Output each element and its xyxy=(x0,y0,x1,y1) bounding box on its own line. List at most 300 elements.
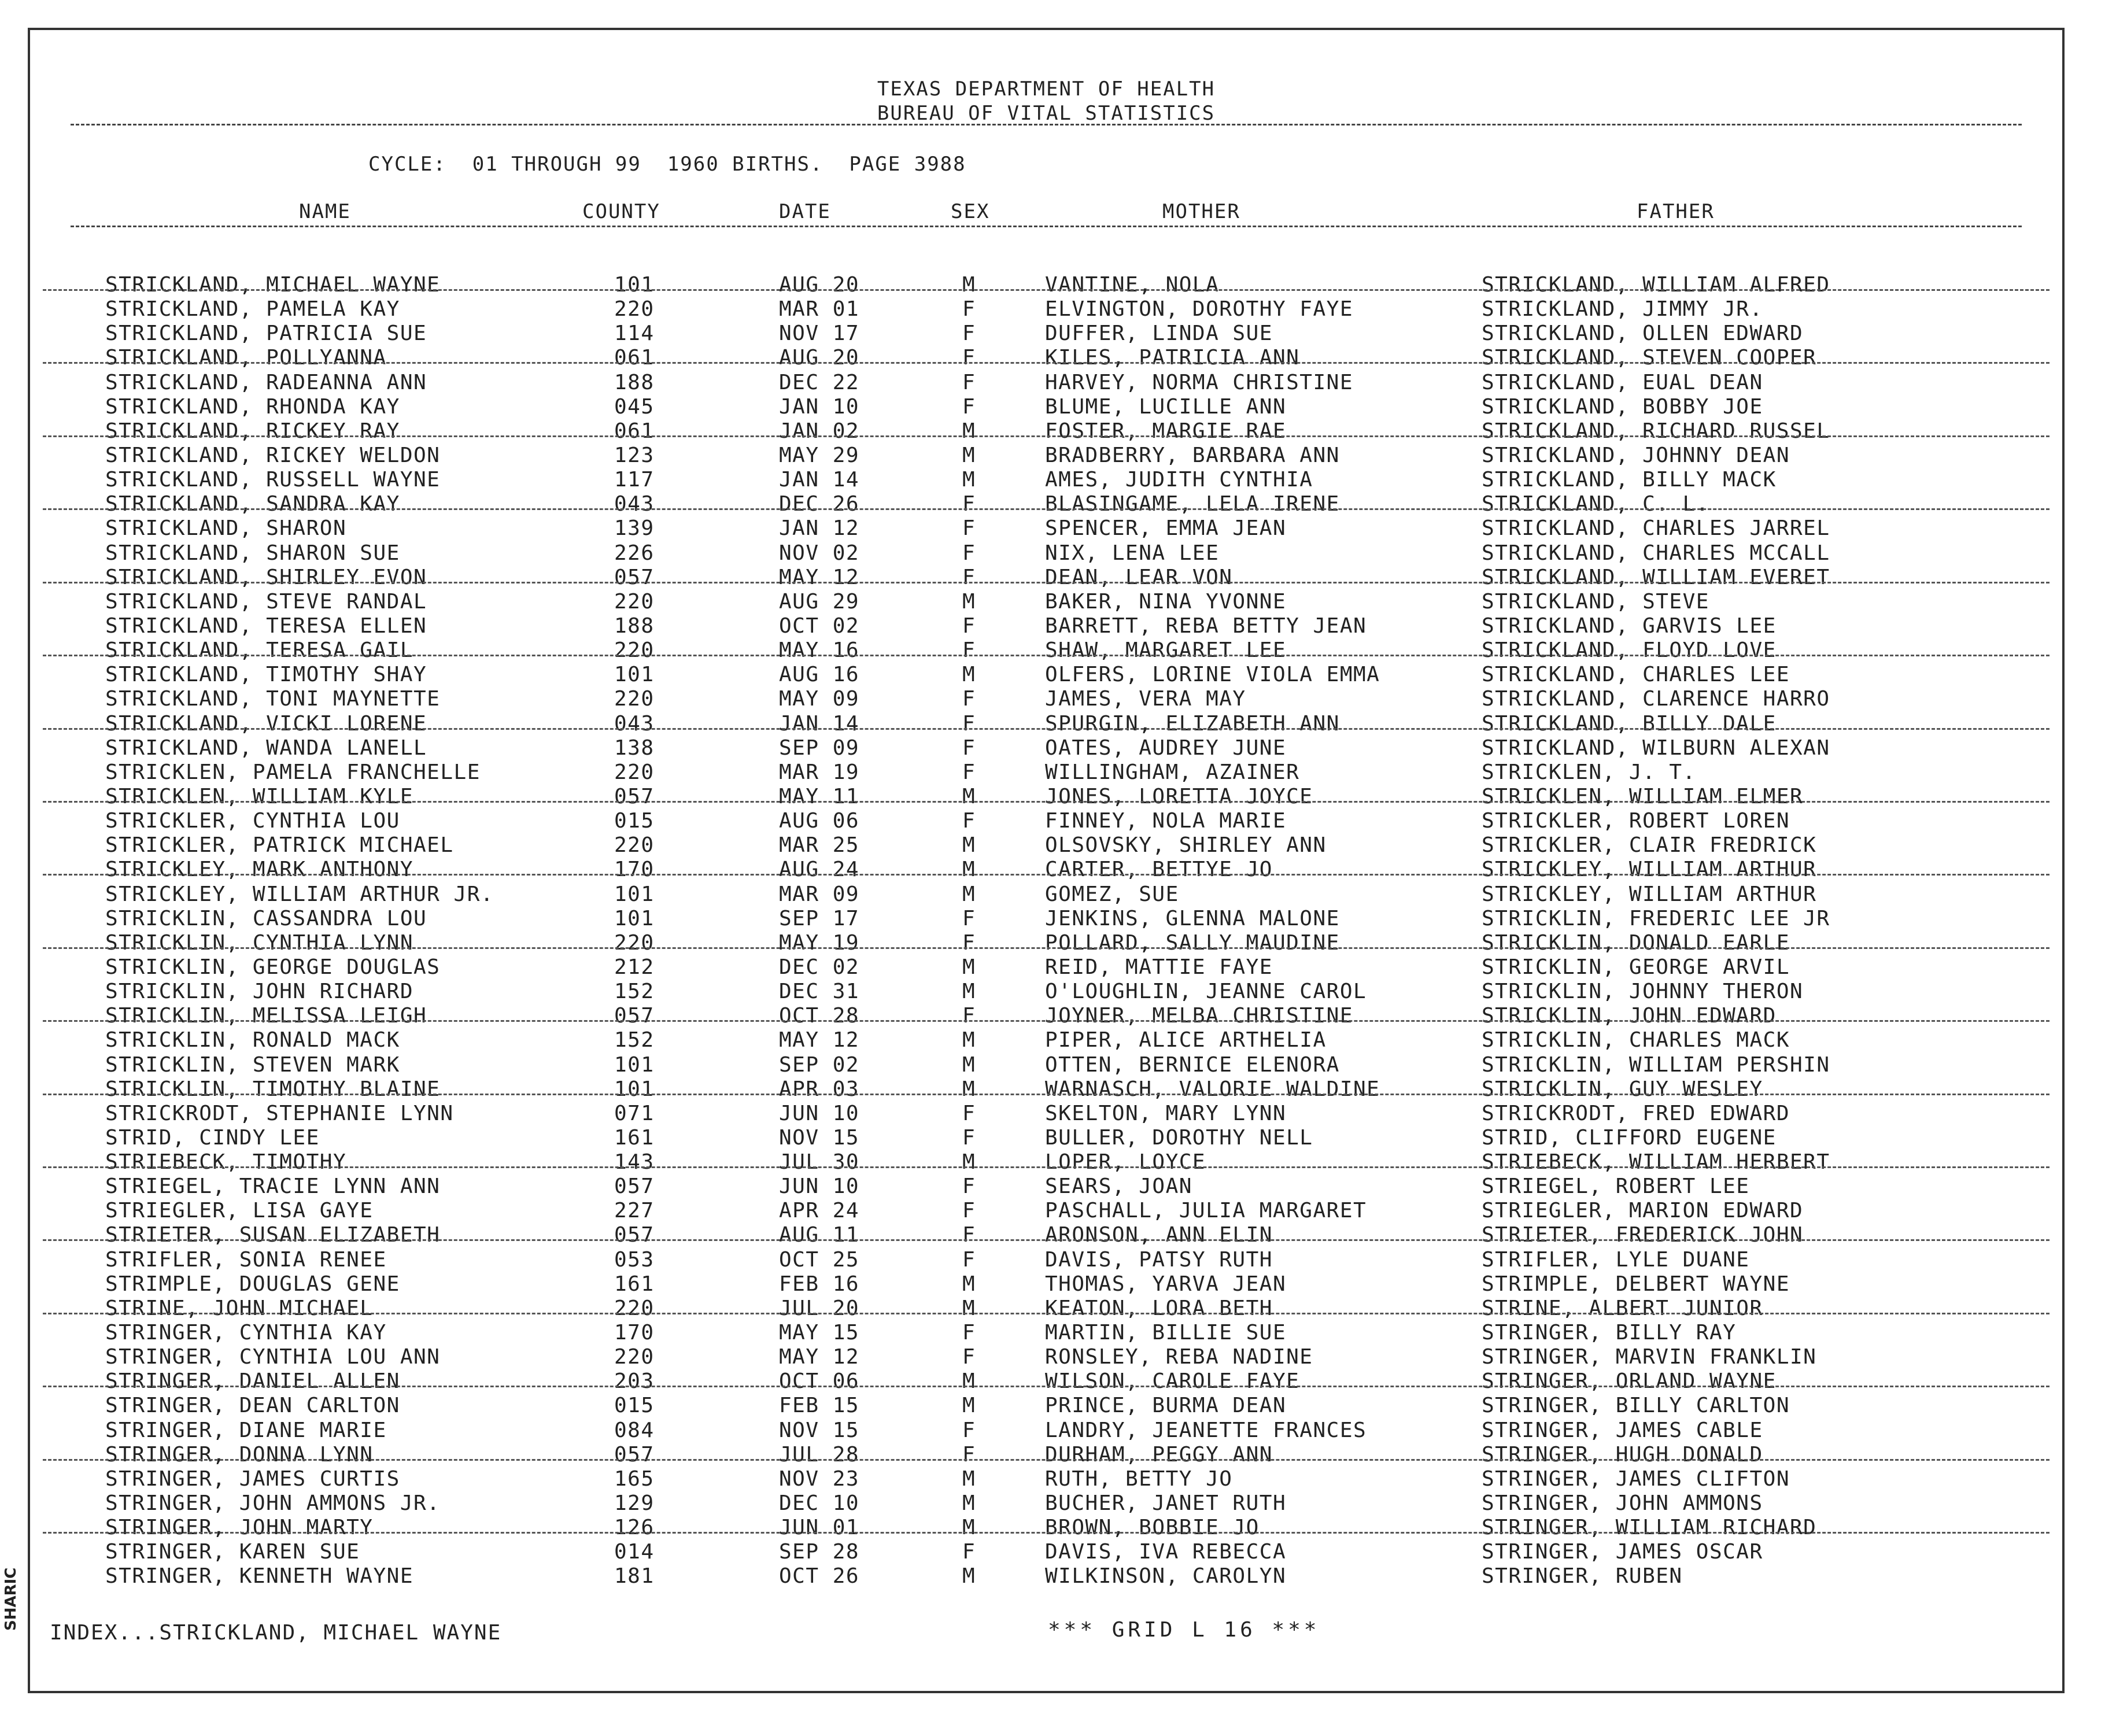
cell-sex: F xyxy=(962,541,976,565)
cell-date: SEP 09 xyxy=(779,736,860,760)
table-row xyxy=(30,346,2062,370)
cell-father: STRIEGLER, MARION EDWARD xyxy=(1482,1199,1804,1223)
cell-father: STRIEGEL, ROBERT LEE xyxy=(1482,1174,1750,1199)
cell-date: APR 03 xyxy=(779,1077,860,1101)
cell-county: 061 xyxy=(614,419,655,443)
cell-father: STRICKLIN, JOHNNY THERON xyxy=(1482,980,1804,1004)
table-row xyxy=(30,663,2062,687)
cell-sex: M xyxy=(962,980,976,1004)
cell-date: JAN 02 xyxy=(779,419,860,443)
header-subtitle: BUREAU OF VITAL STATISTICS xyxy=(877,102,1216,125)
cell-name: STRICKLIN, RONALD MACK xyxy=(105,1028,400,1052)
cell-name: STRICKLAND, RICKEY RAY xyxy=(105,419,400,443)
table-row xyxy=(30,516,2062,541)
table-row xyxy=(30,1321,2062,1345)
cell-county: 139 xyxy=(614,516,655,541)
cell-date: DEC 31 xyxy=(779,980,860,1004)
cell-date: DEC 10 xyxy=(779,1491,860,1516)
cell-sex: F xyxy=(962,1540,976,1564)
cell-mother: KEATON, LORA BETH xyxy=(1045,1296,1273,1320)
cell-father: STRICKLAND, WILLIAM ALFRED xyxy=(1482,273,1830,297)
cell-name: STRICKLIN, TIMOTHY BLAINE xyxy=(105,1077,441,1101)
cell-name: STRIEGLER, LISA GAYE xyxy=(105,1199,374,1223)
cell-father: STRICKRODT, FRED EDWARD xyxy=(1482,1101,1790,1125)
table-row xyxy=(30,833,2062,858)
cell-sex: M xyxy=(962,589,976,614)
cell-father: STRINGER, HUGH DONALD xyxy=(1482,1442,1763,1467)
cell-mother: O'LOUGHLIN, JEANNE CAROL xyxy=(1045,980,1367,1004)
cell-county: 114 xyxy=(614,322,655,346)
cell-county: 043 xyxy=(614,711,655,736)
cell-name: STRICKLER, PATRICK MICHAEL xyxy=(105,833,454,858)
cell-father: STRINGER, ORLAND WAYNE xyxy=(1482,1369,1777,1394)
cell-sex: M xyxy=(962,1028,976,1052)
cell-name: STRICKLIN, STEVEN MARK xyxy=(105,1052,400,1077)
cell-sex: M xyxy=(962,784,976,808)
cell-date: NOV 15 xyxy=(779,1125,860,1150)
cell-date: AUG 29 xyxy=(779,589,860,614)
cell-name: STRINGER, JOHN AMMONS JR. xyxy=(105,1491,441,1516)
cell-mother: WILLINGHAM, AZAINER xyxy=(1045,760,1300,784)
table-row xyxy=(30,1540,2062,1564)
cell-mother: JONES, LORETTA JOYCE xyxy=(1045,784,1313,808)
cell-name: STRICKLEN, WILLIAM KYLE xyxy=(105,784,413,808)
cell-mother: THOMAS, YARVA JEAN xyxy=(1045,1272,1287,1296)
cell-sex: F xyxy=(962,1247,976,1272)
cell-county: 161 xyxy=(614,1272,655,1296)
table-row xyxy=(30,1297,2062,1321)
cell-sex: M xyxy=(962,663,976,687)
cell-father: STRICKLAND, BILLY MACK xyxy=(1482,468,1777,492)
cell-date: AUG 20 xyxy=(779,346,860,370)
cell-sex: F xyxy=(962,322,976,346)
cell-name: STRIEGEL, TRACIE LYNN ANN xyxy=(105,1174,441,1199)
cell-mother: PRINCE, BURMA DEAN xyxy=(1045,1394,1287,1418)
cell-date: MAY 15 xyxy=(779,1321,860,1345)
cell-sex: F xyxy=(962,1442,976,1467)
cell-county: 117 xyxy=(614,468,655,492)
table-row xyxy=(30,1126,2062,1150)
cell-sex: M xyxy=(962,1369,976,1394)
cell-sex: F xyxy=(962,736,976,760)
cell-date: AUG 06 xyxy=(779,809,860,833)
column-header-sex: SEX xyxy=(951,200,990,223)
cell-county: 014 xyxy=(614,1540,655,1564)
cell-mother: REID, MATTIE FAYE xyxy=(1045,955,1273,979)
cell-name: STRICKLAND, SHARON xyxy=(105,516,347,541)
cell-mother: CARTER, BETTYE JO xyxy=(1045,858,1273,882)
cell-county: 227 xyxy=(614,1199,655,1223)
cell-date: MAY 29 xyxy=(779,443,860,467)
table-row xyxy=(30,1419,2062,1443)
cell-name: STRINGER, DIANE MARIE xyxy=(105,1418,387,1442)
column-header-date: DATE xyxy=(779,200,831,223)
cell-county: 057 xyxy=(614,1174,655,1199)
cell-name: STRINE, JOHN MICHAEL xyxy=(105,1296,374,1320)
cell-mother: KILES, PATRICIA ANN xyxy=(1045,346,1300,370)
cell-county: 126 xyxy=(614,1516,655,1540)
cell-date: AUG 20 xyxy=(779,273,860,297)
cell-mother: LOPER, LOYCE xyxy=(1045,1150,1206,1174)
cell-date: NOV 15 xyxy=(779,1418,860,1442)
table-row xyxy=(30,638,2062,663)
cell-mother: OLFERS, LORINE VIOLA EMMA xyxy=(1045,663,1380,687)
column-header-father: FATHER xyxy=(1637,200,1715,223)
cell-sex: M xyxy=(962,1394,976,1418)
cell-sex: M xyxy=(962,419,976,443)
cell-father: STRICKLAND, BILLY DALE xyxy=(1482,711,1777,736)
cell-name: STRICKLEN, PAMELA FRANCHELLE xyxy=(105,760,481,784)
cell-father: STRICKLAND, WILBURN ALEXAN xyxy=(1482,736,1830,760)
cell-county: 212 xyxy=(614,955,655,979)
cell-county: 057 xyxy=(614,1004,655,1028)
cell-sex: F xyxy=(962,346,976,370)
cell-name: STRICKLIN, GEORGE DOUGLAS xyxy=(105,955,441,979)
cell-sex: F xyxy=(962,370,976,394)
cell-date: SEP 17 xyxy=(779,906,860,930)
cell-name: STRINGER, JAMES CURTIS xyxy=(105,1467,400,1491)
cell-date: MAY 09 xyxy=(779,687,860,711)
table-row xyxy=(30,1102,2062,1126)
cell-county: 061 xyxy=(614,346,655,370)
cell-date: SEP 02 xyxy=(779,1052,860,1077)
cell-county: 015 xyxy=(614,1394,655,1418)
cell-county: 138 xyxy=(614,736,655,760)
cell-county: 101 xyxy=(614,273,655,297)
cell-date: JUL 30 xyxy=(779,1150,860,1174)
cell-date: NOV 02 xyxy=(779,541,860,565)
cell-sex: F xyxy=(962,930,976,955)
cell-father: STRICKLEY, WILLIAM ARTHUR xyxy=(1482,882,1817,906)
cell-date: MAY 19 xyxy=(779,930,860,955)
cell-date: MAY 16 xyxy=(779,638,860,663)
cell-mother: SEARS, JOAN xyxy=(1045,1174,1192,1199)
cell-date: MAR 25 xyxy=(779,833,860,858)
cell-mother: SPENCER, EMMA JEAN xyxy=(1045,516,1287,541)
cell-mother: BROWN, BOBBIE JO xyxy=(1045,1516,1260,1540)
header-title: TEXAS DEPARTMENT OF HEALTH xyxy=(877,77,1216,101)
cell-father: STRIETER, FREDERICK JOHN xyxy=(1482,1223,1804,1247)
cell-father: STRICKLIN, WILLIAM PERSHIN xyxy=(1482,1052,1830,1077)
cell-mother: LANDRY, JEANETTE FRANCES xyxy=(1045,1418,1367,1442)
column-header-mother: MOTHER xyxy=(1162,200,1240,223)
cell-mother: BUCHER, JANET RUTH xyxy=(1045,1491,1287,1516)
table-row xyxy=(30,492,2062,516)
cell-mother: HARVEY, NORMA CHRISTINE xyxy=(1045,370,1353,394)
cell-mother: RUTH, BETTY JO xyxy=(1045,1467,1233,1491)
cell-county: 220 xyxy=(614,589,655,614)
cell-county: 181 xyxy=(614,1564,655,1589)
cell-county: 203 xyxy=(614,1369,655,1394)
cell-father: STRINGER, JAMES CLIFTON xyxy=(1482,1467,1790,1491)
cell-sex: M xyxy=(962,1150,976,1174)
cell-mother: DEAN, LEAR VON xyxy=(1045,565,1233,589)
cell-county: 152 xyxy=(614,1028,655,1052)
cell-name: STRINGER, CYNTHIA LOU ANN xyxy=(105,1345,441,1369)
cell-name: STRICKLEY, WILLIAM ARTHUR JR. xyxy=(105,882,494,906)
cell-sex: F xyxy=(962,638,976,663)
cell-date: AUG 16 xyxy=(779,663,860,687)
table-row xyxy=(30,1516,2062,1540)
cell-mother: WARNASCH, VALORIE WALDINE xyxy=(1045,1077,1380,1101)
cell-date: MAR 19 xyxy=(779,760,860,784)
cell-county: 043 xyxy=(614,492,655,516)
cell-name: STRICKLAND, SHARON SUE xyxy=(105,541,400,565)
cell-name: STRICKLAND, WANDA LANELL xyxy=(105,736,427,760)
cell-father: STRICKLAND, OLLEN EDWARD xyxy=(1482,322,1804,346)
table-row xyxy=(30,931,2062,955)
cell-name: STRICKLAND, SHIRLEY EVON xyxy=(105,565,427,589)
cell-mother: ARONSON, ANN ELIN xyxy=(1045,1223,1273,1247)
cell-date: JUL 28 xyxy=(779,1442,860,1467)
cell-county: 045 xyxy=(614,394,655,419)
cell-father: STRINGER, BILLY CARLTON xyxy=(1482,1394,1790,1418)
cell-name: STRICKLAND, RADEANNA ANN xyxy=(105,370,427,394)
cell-county: 165 xyxy=(614,1467,655,1491)
cell-date: JUN 10 xyxy=(779,1101,860,1125)
table-row xyxy=(30,1077,2062,1102)
cell-name: STRINGER, DANIEL ALLEN xyxy=(105,1369,400,1394)
cell-county: 220 xyxy=(614,638,655,663)
cell-date: MAR 01 xyxy=(779,297,860,322)
cell-sex: F xyxy=(962,565,976,589)
table-row xyxy=(30,1223,2062,1247)
cell-father: STRINGER, BILLY RAY xyxy=(1482,1321,1737,1345)
cell-name: STRICKLAND, RUSSELL WAYNE xyxy=(105,468,441,492)
cell-sex: M xyxy=(962,1077,976,1101)
cell-sex: F xyxy=(962,1418,976,1442)
table-row xyxy=(30,468,2062,492)
cell-sex: M xyxy=(962,1272,976,1296)
cell-mother: SPURGIN, ELIZABETH ANN xyxy=(1045,711,1340,736)
cell-date: FEB 16 xyxy=(779,1272,860,1296)
cell-mother: OLSOVSKY, SHIRLEY ANN xyxy=(1045,833,1327,858)
cell-father: STRICKLAND, WILLIAM EVERET xyxy=(1482,565,1830,589)
cell-date: OCT 02 xyxy=(779,614,860,638)
cell-father: STRICKLIN, JOHN EDWARD xyxy=(1482,1004,1777,1028)
cell-sex: F xyxy=(962,492,976,516)
cell-father: STRIFLER, LYLE DUANE xyxy=(1482,1247,1750,1272)
cell-father: STRICKLER, CLAIR FREDRICK xyxy=(1482,833,1817,858)
document-frame xyxy=(28,28,2065,1693)
cell-father: STRICKLAND, JIMMY JR. xyxy=(1482,297,1763,322)
cell-mother: DAVIS, PATSY RUTH xyxy=(1045,1247,1273,1272)
cell-date: JUL 20 xyxy=(779,1296,860,1320)
cell-mother: WILSON, CAROLE FAYE xyxy=(1045,1369,1300,1394)
cell-name: STRICKLAND, PAMELA KAY xyxy=(105,297,400,322)
cell-mother: OATES, AUDREY JUNE xyxy=(1045,736,1287,760)
cell-county: 057 xyxy=(614,784,655,808)
table-row xyxy=(30,712,2062,736)
cell-date: JUN 10 xyxy=(779,1174,860,1199)
cell-name: STRICKLIN, CYNTHIA LYNN xyxy=(105,930,413,955)
cell-father: STRINGER, JAMES OSCAR xyxy=(1482,1540,1763,1564)
cell-mother: NIX, LENA LEE xyxy=(1045,541,1220,565)
grid-label: *** GRID L 16 *** xyxy=(1048,1618,1320,1642)
table-row xyxy=(30,1248,2062,1272)
cell-father: STRINGER, JOHN AMMONS xyxy=(1482,1491,1763,1516)
table-row xyxy=(30,1564,2062,1589)
table-row xyxy=(30,809,2062,833)
cell-name: STRINGER, DONNA LYNN xyxy=(105,1442,374,1467)
cell-father: STRIMPLE, DELBERT WAYNE xyxy=(1482,1272,1790,1296)
cell-date: AUG 24 xyxy=(779,858,860,882)
cell-father: STRIEBECK, WILLIAM HERBERT xyxy=(1482,1150,1830,1174)
cell-father: STRINGER, JAMES CABLE xyxy=(1482,1418,1763,1442)
cell-county: 143 xyxy=(614,1150,655,1174)
cell-sex: M xyxy=(962,858,976,882)
cycle-info: CYCLE: 01 THROUGH 99 1960 BIRTHS. PAGE 3988 xyxy=(368,153,966,176)
table-row xyxy=(30,687,2062,711)
cell-father: STRICKLAND, RICHARD RUSSEL xyxy=(1482,419,1830,443)
cell-name: STRIMPLE, DOUGLAS GENE xyxy=(105,1272,400,1296)
cell-county: 101 xyxy=(614,882,655,906)
cell-mother: BAKER, NINA YVONNE xyxy=(1045,589,1287,614)
cell-mother: SKELTON, MARY LYNN xyxy=(1045,1101,1287,1125)
cell-name: STRICKLAND, VICKI LORENE xyxy=(105,711,427,736)
cell-sex: F xyxy=(962,1223,976,1247)
table-row xyxy=(30,371,2062,395)
cell-father: STRICKLAND, JOHNNY DEAN xyxy=(1482,443,1790,467)
table-row xyxy=(30,614,2062,638)
cell-sex: F xyxy=(962,1321,976,1345)
cell-county: 101 xyxy=(614,663,655,687)
cell-date: MAY 12 xyxy=(779,565,860,589)
cell-mother: BLASINGAME, LELA IRENE xyxy=(1045,492,1340,516)
cell-name: STRICKLAND, STEVE RANDAL xyxy=(105,589,427,614)
cell-mother: FOSTER, MARGIE RAE xyxy=(1045,419,1287,443)
cell-date: NOV 23 xyxy=(779,1467,860,1491)
table-row xyxy=(30,882,2062,907)
cell-sex: F xyxy=(962,809,976,833)
cell-date: JAN 10 xyxy=(779,394,860,419)
cell-date: SEP 28 xyxy=(779,1540,860,1564)
cell-father: STRICKLAND, EUAL DEAN xyxy=(1482,370,1763,394)
cell-name: STRICKLAND, SANDRA KAY xyxy=(105,492,400,516)
cell-name: STRINGER, KAREN SUE xyxy=(105,1540,360,1564)
cell-date: OCT 28 xyxy=(779,1004,860,1028)
cell-name: STRICKLIN, CASSANDRA LOU xyxy=(105,906,427,930)
table-row xyxy=(30,1199,2062,1223)
cell-sex: F xyxy=(962,1004,976,1028)
table-row xyxy=(30,736,2062,760)
cell-county: 152 xyxy=(614,980,655,1004)
table-row xyxy=(30,1369,2062,1394)
cell-father: STRID, CLIFFORD EUGENE xyxy=(1482,1125,1777,1150)
table-row xyxy=(30,1394,2062,1418)
cell-name: STRICKLAND, PATRICIA SUE xyxy=(105,322,427,346)
cell-mother: DAVIS, IVA REBECCA xyxy=(1045,1540,1287,1564)
cell-sex: F xyxy=(962,1125,976,1150)
cell-date: JAN 12 xyxy=(779,516,860,541)
cell-sex: M xyxy=(962,1296,976,1320)
cell-father: STRICKLAND, CHARLES LEE xyxy=(1482,663,1790,687)
cell-father: STRICKLAND, FLOYD LOVE xyxy=(1482,638,1777,663)
header-divider xyxy=(71,124,2022,125)
cell-sex: F xyxy=(962,687,976,711)
cell-county: 129 xyxy=(614,1491,655,1516)
cell-date: OCT 26 xyxy=(779,1564,860,1589)
table-row xyxy=(30,419,2062,444)
cell-county: 057 xyxy=(614,565,655,589)
cell-mother: DUFFER, LINDA SUE xyxy=(1045,322,1273,346)
cell-date: APR 24 xyxy=(779,1199,860,1223)
cell-county: 170 xyxy=(614,858,655,882)
cell-county: 220 xyxy=(614,1345,655,1369)
cell-county: 220 xyxy=(614,297,655,322)
cell-father: STRICKLIN, FREDERIC LEE JR xyxy=(1482,906,1830,930)
cell-sex: M xyxy=(962,833,976,858)
cell-father: STRICKLIN, CHARLES MACK xyxy=(1482,1028,1790,1052)
table-row xyxy=(30,322,2062,346)
cell-mother: PASCHALL, JULIA MARGARET xyxy=(1045,1199,1367,1223)
cell-father: STRICKLAND, BOBBY JOE xyxy=(1482,394,1763,419)
table-row xyxy=(30,907,2062,931)
cell-county: 071 xyxy=(614,1101,655,1125)
cell-mother: RONSLEY, REBA NADINE xyxy=(1045,1345,1313,1369)
cell-name: STRINGER, JOHN MARTY xyxy=(105,1516,374,1540)
birth-records-list xyxy=(30,273,2062,1589)
table-row xyxy=(30,1345,2062,1369)
table-row xyxy=(30,590,2062,614)
cell-date: DEC 22 xyxy=(779,370,860,394)
cell-mother: JOYNER, MELBA CHRISTINE xyxy=(1045,1004,1353,1028)
cell-date: MAY 11 xyxy=(779,784,860,808)
cell-name: STRICKLAND, TERESA GAIL xyxy=(105,638,413,663)
cell-sex: M xyxy=(962,955,976,979)
cell-mother: OTTEN, BERNICE ELENORA xyxy=(1045,1052,1340,1077)
cell-father: STRICKLAND, GARVIS LEE xyxy=(1482,614,1777,638)
cell-date: MAY 12 xyxy=(779,1345,860,1369)
cell-sex: F xyxy=(962,760,976,784)
cell-father: STRICKLEN, J. T. xyxy=(1482,760,1696,784)
cell-father: STRICKLIN, GUY WESLEY xyxy=(1482,1077,1763,1101)
cell-name: STRICKLER, CYNTHIA LOU xyxy=(105,809,400,833)
cell-county: 188 xyxy=(614,370,655,394)
index-label: INDEX...STRICKLAND, MICHAEL WAYNE xyxy=(50,1621,502,1645)
column-header-divider xyxy=(71,226,2022,227)
cell-name: STRINGER, DEAN CARLTON xyxy=(105,1394,400,1418)
cell-name: STRICKLAND, RICKEY WELDON xyxy=(105,443,441,467)
cell-county: 015 xyxy=(614,809,655,833)
cell-father: STRICKLEY, WILLIAM ARTHUR xyxy=(1482,858,1817,882)
table-row xyxy=(30,1028,2062,1052)
cell-name: STRICKLAND, TONI MAYNETTE xyxy=(105,687,441,711)
cell-sex: F xyxy=(962,906,976,930)
cell-sex: F xyxy=(962,1199,976,1223)
cell-name: STRICKLAND, TERESA ELLEN xyxy=(105,614,427,638)
cell-sex: F xyxy=(962,1101,976,1125)
cell-sex: F xyxy=(962,711,976,736)
cell-name: STRICKLAND, TIMOTHY SHAY xyxy=(105,663,427,687)
cell-county: 053 xyxy=(614,1247,655,1272)
cell-date: JUN 01 xyxy=(779,1516,860,1540)
cell-county: 220 xyxy=(614,687,655,711)
table-row xyxy=(30,541,2062,566)
table-row xyxy=(30,955,2062,980)
cell-county: 220 xyxy=(614,833,655,858)
cell-county: 084 xyxy=(614,1418,655,1442)
cell-sex: F xyxy=(962,297,976,322)
cell-mother: MARTIN, BILLIE SUE xyxy=(1045,1321,1287,1345)
table-row xyxy=(30,1004,2062,1028)
cell-sex: F xyxy=(962,1174,976,1199)
cell-father: STRINGER, RUBEN xyxy=(1482,1564,1683,1589)
table-row xyxy=(30,1053,2062,1077)
table-row xyxy=(30,1443,2062,1467)
cell-father: STRICKLAND, CHARLES JARREL xyxy=(1482,516,1830,541)
side-mark: SHARIC xyxy=(2,1567,20,1631)
